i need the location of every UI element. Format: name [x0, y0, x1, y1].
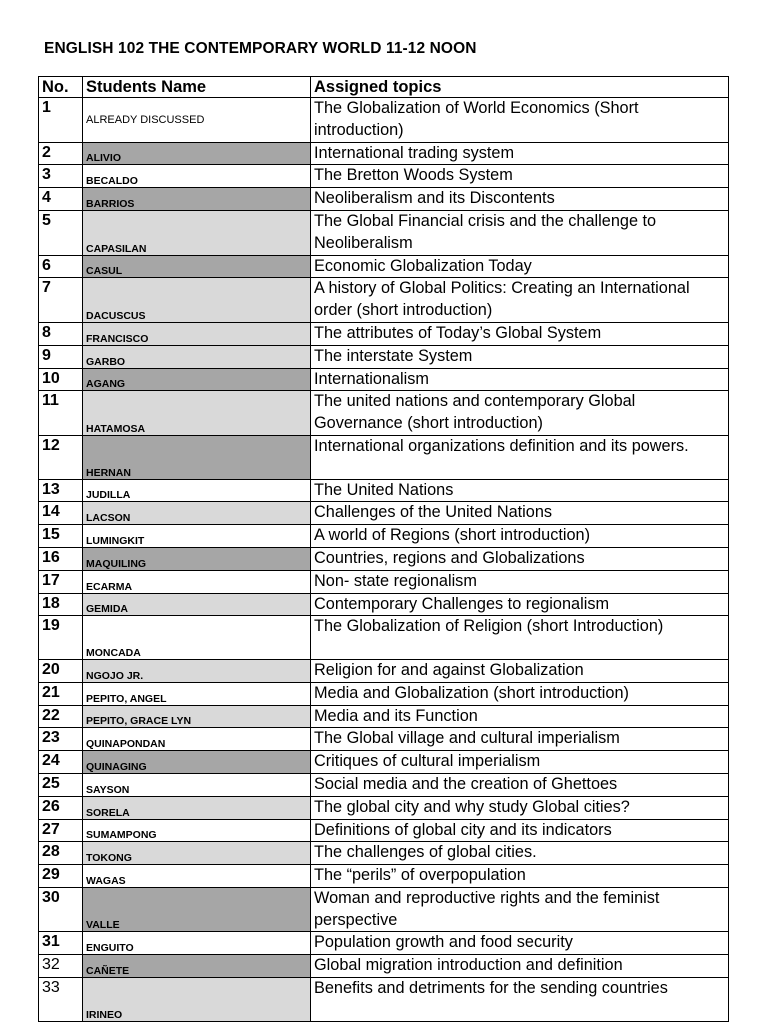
student-name: JUDILLA — [83, 479, 311, 502]
student-name: VALLE — [83, 887, 311, 932]
assigned-topic: The Bretton Woods System — [311, 165, 729, 188]
assigned-topic: The united nations and contemporary Global Governance (short introduction) — [311, 391, 729, 436]
row-number: 5 — [39, 210, 83, 255]
table-row — [39, 616, 729, 660]
row-number: 9 — [39, 345, 83, 368]
row-number: 29 — [39, 865, 83, 888]
table-row — [39, 978, 729, 1022]
student-name: NGOJO JR. — [83, 659, 311, 682]
table-row — [39, 435, 729, 479]
assigned-topic: International trading system — [311, 142, 729, 165]
table-row — [39, 188, 729, 211]
assigned-topic: The challenges of global cities. — [311, 842, 729, 865]
row-number: 23 — [39, 728, 83, 751]
assigned-topic: Religion for and against Globalization — [311, 659, 729, 682]
row-number: 7 — [39, 278, 83, 323]
table-row — [39, 796, 729, 819]
row-number: 11 — [39, 391, 83, 436]
student-name: PEPITO, ANGEL — [83, 682, 311, 705]
table-row — [39, 819, 729, 842]
assigned-topic: The Globalization of World Economics (Short introduction) — [311, 98, 729, 143]
table-row — [39, 659, 729, 682]
assigned-topic: Non- state regionalism — [311, 570, 729, 593]
assigned-topic: The attributes of Today’s Global System — [311, 322, 729, 345]
student-name: MAQUILING — [83, 547, 311, 570]
row-number: 8 — [39, 322, 83, 345]
assigned-topic: Challenges of the United Nations — [311, 502, 729, 525]
row-number: 33 — [39, 978, 83, 1022]
student-name: SORELA — [83, 796, 311, 819]
row-number: 13 — [39, 479, 83, 502]
assigned-topic: The Global Financial crisis and the challenge to Neoliberalism — [311, 210, 729, 255]
header-topic: Assigned topics — [311, 77, 729, 98]
row-number: 18 — [39, 593, 83, 616]
assigned-topic: The interstate System — [311, 345, 729, 368]
table-row — [39, 842, 729, 865]
row-number: 22 — [39, 705, 83, 728]
student-name: DACUSCUS — [83, 278, 311, 323]
student-name: FRANCISCO — [83, 322, 311, 345]
table-row — [39, 368, 729, 391]
table-row — [39, 955, 729, 978]
table-row — [39, 865, 729, 888]
student-name: ENGUITO — [83, 932, 311, 955]
row-number: 3 — [39, 165, 83, 188]
student-name: QUINAPONDAN — [83, 728, 311, 751]
table-row — [39, 705, 729, 728]
assigned-topic: A world of Regions (short introduction) — [311, 525, 729, 548]
table-row — [39, 502, 729, 525]
row-number: 6 — [39, 255, 83, 278]
document-title: ENGLISH 102 THE CONTEMPORARY WORLD 11-12 NOON — [44, 40, 477, 57]
row-number: 2 — [39, 142, 83, 165]
table-row — [39, 593, 729, 616]
student-name: CAÑETE — [83, 955, 311, 978]
header-name: Students Name — [83, 77, 311, 98]
assigned-topic: International organizations definition and its powers. — [311, 435, 729, 479]
assigned-topic: Media and its Function — [311, 705, 729, 728]
assigned-topic: Woman and reproductive rights and the feminist perspective — [311, 887, 729, 932]
student-name: CAPASILAN — [83, 210, 311, 255]
assigned-topic: The Global village and cultural imperialism — [311, 728, 729, 751]
row-number: 19 — [39, 616, 83, 660]
table-row — [39, 547, 729, 570]
table-row — [39, 751, 729, 774]
assigned-topic: A history of Global Politics: Creating an International order (short introduction) — [311, 278, 729, 323]
assigned-topic: Critiques of cultural imperialism — [311, 751, 729, 774]
table-row — [39, 525, 729, 548]
assigned-topic: The United Nations — [311, 479, 729, 502]
assigned-topic: Economic Globalization Today — [311, 255, 729, 278]
assigned-topic: Global migration introduction and definition — [311, 955, 729, 978]
student-name: BECALDO — [83, 165, 311, 188]
assigned-topic: Internationalism — [311, 368, 729, 391]
table-row — [39, 479, 729, 502]
student-name: HATAMOSA — [83, 391, 311, 436]
student-name: QUINAGING — [83, 751, 311, 774]
row-number: 24 — [39, 751, 83, 774]
table-row — [39, 98, 729, 143]
row-number: 25 — [39, 773, 83, 796]
student-name: ECARMA — [83, 570, 311, 593]
table-row — [39, 887, 729, 932]
assigned-topic: Countries, regions and Globalizations — [311, 547, 729, 570]
row-number: 10 — [39, 368, 83, 391]
row-number: 32 — [39, 955, 83, 978]
assigned-topic: Definitions of global city and its indicators — [311, 819, 729, 842]
row-number: 12 — [39, 435, 83, 479]
row-number: 14 — [39, 502, 83, 525]
table-row — [39, 570, 729, 593]
header-no: No. — [39, 77, 83, 98]
table-row — [39, 255, 729, 278]
row-number: 21 — [39, 682, 83, 705]
table-row — [39, 682, 729, 705]
assigned-topic: Contemporary Challenges to regionalism — [311, 593, 729, 616]
student-name: GARBO — [83, 345, 311, 368]
row-number: 16 — [39, 547, 83, 570]
table-row — [39, 773, 729, 796]
row-number: 1 — [39, 98, 83, 143]
table-row — [39, 210, 729, 255]
student-name: LUMINGKIT — [83, 525, 311, 548]
table-row — [39, 932, 729, 955]
table-row — [39, 165, 729, 188]
table-row — [39, 391, 729, 436]
table-row — [39, 345, 729, 368]
student-name: BARRIOS — [83, 188, 311, 211]
table-body — [39, 98, 729, 1022]
table-row — [39, 142, 729, 165]
student-name: WAGAS — [83, 865, 311, 888]
table-row — [39, 322, 729, 345]
row-number: 30 — [39, 887, 83, 932]
assignment-table — [38, 76, 729, 1022]
row-number: 15 — [39, 525, 83, 548]
student-name: AGANG — [83, 368, 311, 391]
student-name: ALREADY DISCUSSED — [83, 98, 311, 143]
assigned-topic: Neoliberalism and its Discontents — [311, 188, 729, 211]
assigned-topic: Benefits and detriments for the sending countries — [311, 978, 729, 1022]
student-name: CASUL — [83, 255, 311, 278]
student-name: SUMAMPONG — [83, 819, 311, 842]
student-name: MONCADA — [83, 616, 311, 660]
assigned-topic: Social media and the creation of Ghettoes — [311, 773, 729, 796]
student-name: LACSON — [83, 502, 311, 525]
row-number: 28 — [39, 842, 83, 865]
student-name: TOKONG — [83, 842, 311, 865]
table-row — [39, 728, 729, 751]
row-number: 20 — [39, 659, 83, 682]
assigned-topic: Media and Globalization (short introduction) — [311, 682, 729, 705]
table-row — [39, 278, 729, 323]
student-name: PEPITO, GRACE LYN — [83, 705, 311, 728]
assigned-topic: The “perils” of overpopulation — [311, 865, 729, 888]
row-number: 31 — [39, 932, 83, 955]
header-row — [39, 77, 729, 98]
student-name: HERNAN — [83, 435, 311, 479]
assigned-topic: The global city and why study Global cities? — [311, 796, 729, 819]
student-name: GEMIDA — [83, 593, 311, 616]
row-number: 26 — [39, 796, 83, 819]
row-number: 27 — [39, 819, 83, 842]
row-number: 4 — [39, 188, 83, 211]
student-name: SAYSON — [83, 773, 311, 796]
assigned-topic: Population growth and food security — [311, 932, 729, 955]
row-number: 17 — [39, 570, 83, 593]
student-name: IRINEO — [83, 978, 311, 1022]
assigned-topic: The Globalization of Religion (short Introduction) — [311, 616, 729, 660]
student-name: ALIVIO — [83, 142, 311, 165]
